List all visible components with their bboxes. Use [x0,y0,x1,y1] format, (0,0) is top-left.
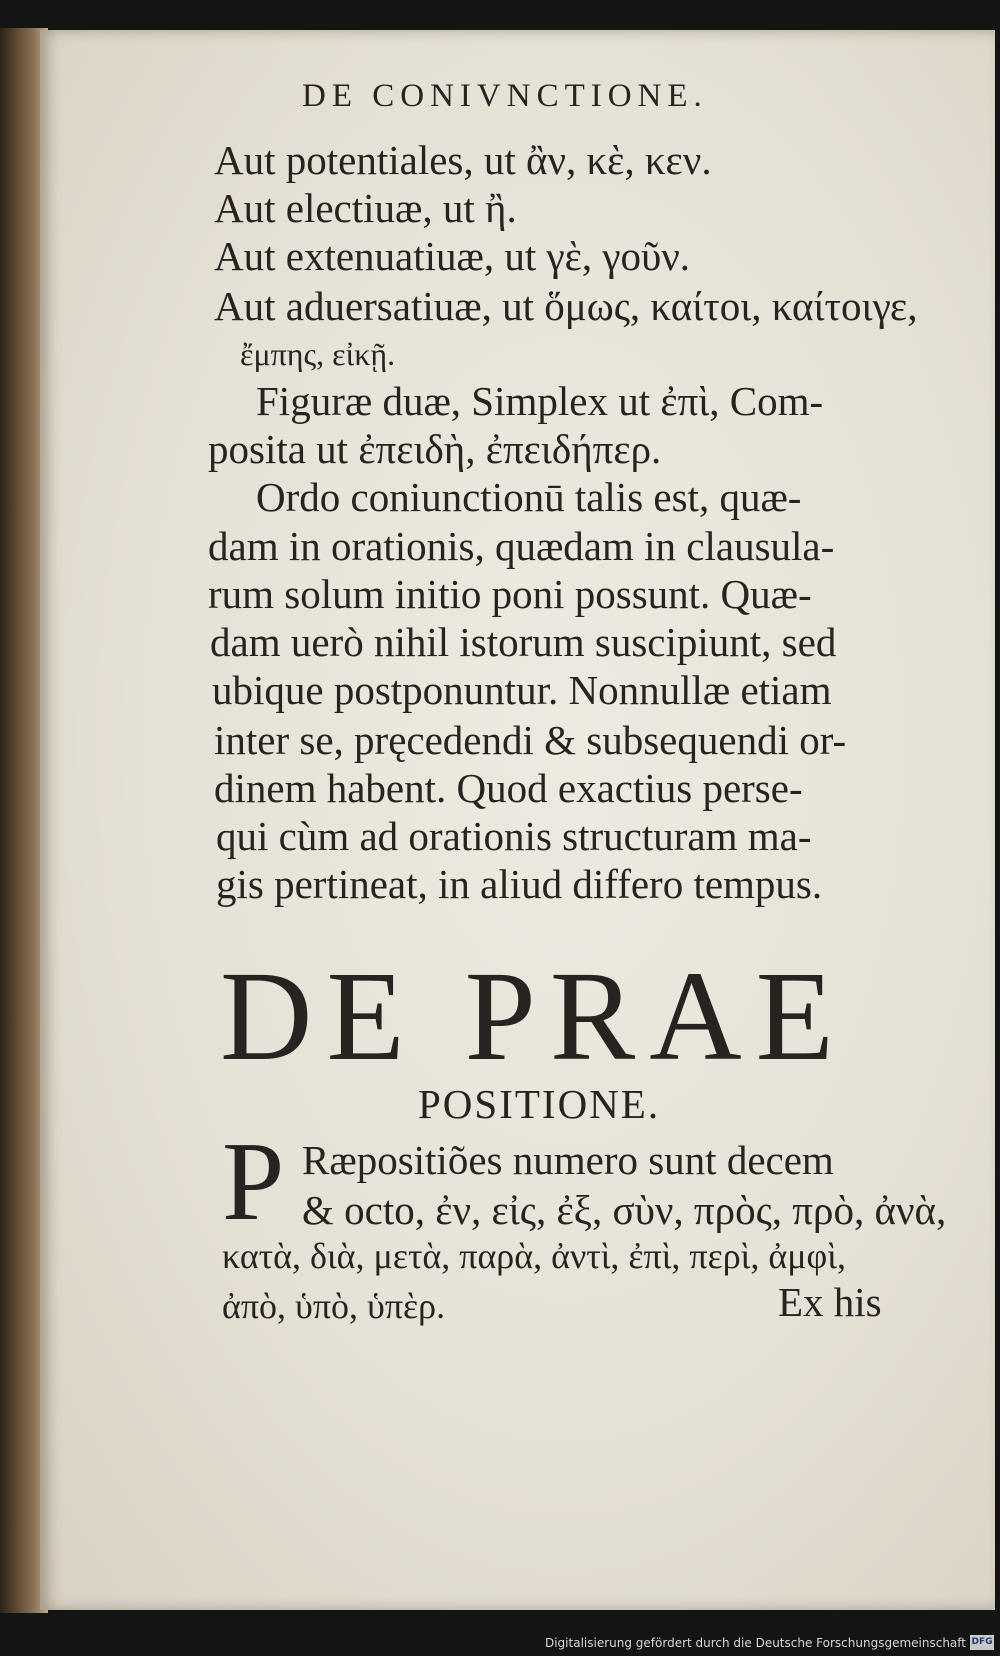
text-line-15: qui cùm ad orationis structuram ma- [216,813,812,859]
text-line-2: Aut electiuæ, ut ἢ. [214,185,517,231]
paragraph2-line-4: ἀπὸ, ὑπὸ, ὑπὲρ. [222,1286,446,1326]
text-line-10: rum solum initio poni possunt. Quæ- [208,571,812,617]
text-line-8: Ordo coniunctionū talis est, quæ- [256,474,802,520]
text-line-13: inter se, pręcedendi & subsequendi or- [214,717,847,763]
text-line-3: Aut extenuatiuæ, ut γὲ, γοῦν. [214,233,691,279]
text-line-5: ἔμπης, εἰκῇ. [240,336,396,372]
text-line-7: posita ut ἐπειδὴ, ἐπειδήπερ. [208,426,662,472]
paragraph2-line-1: Ræpositiões numero sunt decem [302,1137,834,1183]
section-title: DE PRAE [220,945,848,1087]
drop-cap: P [222,1120,285,1244]
paragraph2-line-2: & octo, ἐν, εἰς, ἐξ, σὺν, πρὸς, πρὸ, ἀνὰ, [302,1187,947,1233]
paragraph2-line-3: κατὰ, διὰ, μετὰ, παρὰ, ἀντὶ, ἐπὶ, περὶ, ἀμφὶ, [222,1236,846,1276]
section-subtitle: POSITIONE. [418,1081,661,1127]
running-head: DE CONIVNCTIONE. [302,78,708,114]
catchword: Ex his [778,1279,882,1325]
footer-credit: Digitalisierung gefördert durch die Deutsche Forschungsgemeinschaft [544,1636,966,1650]
text-line-14: dinem habent. Quod exactius perse- [214,765,803,811]
text-line-1: Aut potentiales, ut ἂν, κὲ, κεν. [214,137,712,183]
text-line-9: dam in orationis, quædam in clausula- [208,523,835,569]
dfg-logo: DFG [970,1635,994,1650]
text-line-6: Figuræ duæ, Simplex ut ἐπὶ, Com- [256,378,824,424]
text-line-12: ubique postponuntur. Nonnullæ etiam [212,667,832,713]
text-line-4: Aut aduersatiuæ, ut ὅμως, καίτοι, καίτοιγε, [214,283,918,329]
text-line-11: dam uerò nihil istorum suscipiunt, sed [210,619,837,665]
text-line-16: gis pertineat, in aliud differo tempus. [216,861,823,907]
